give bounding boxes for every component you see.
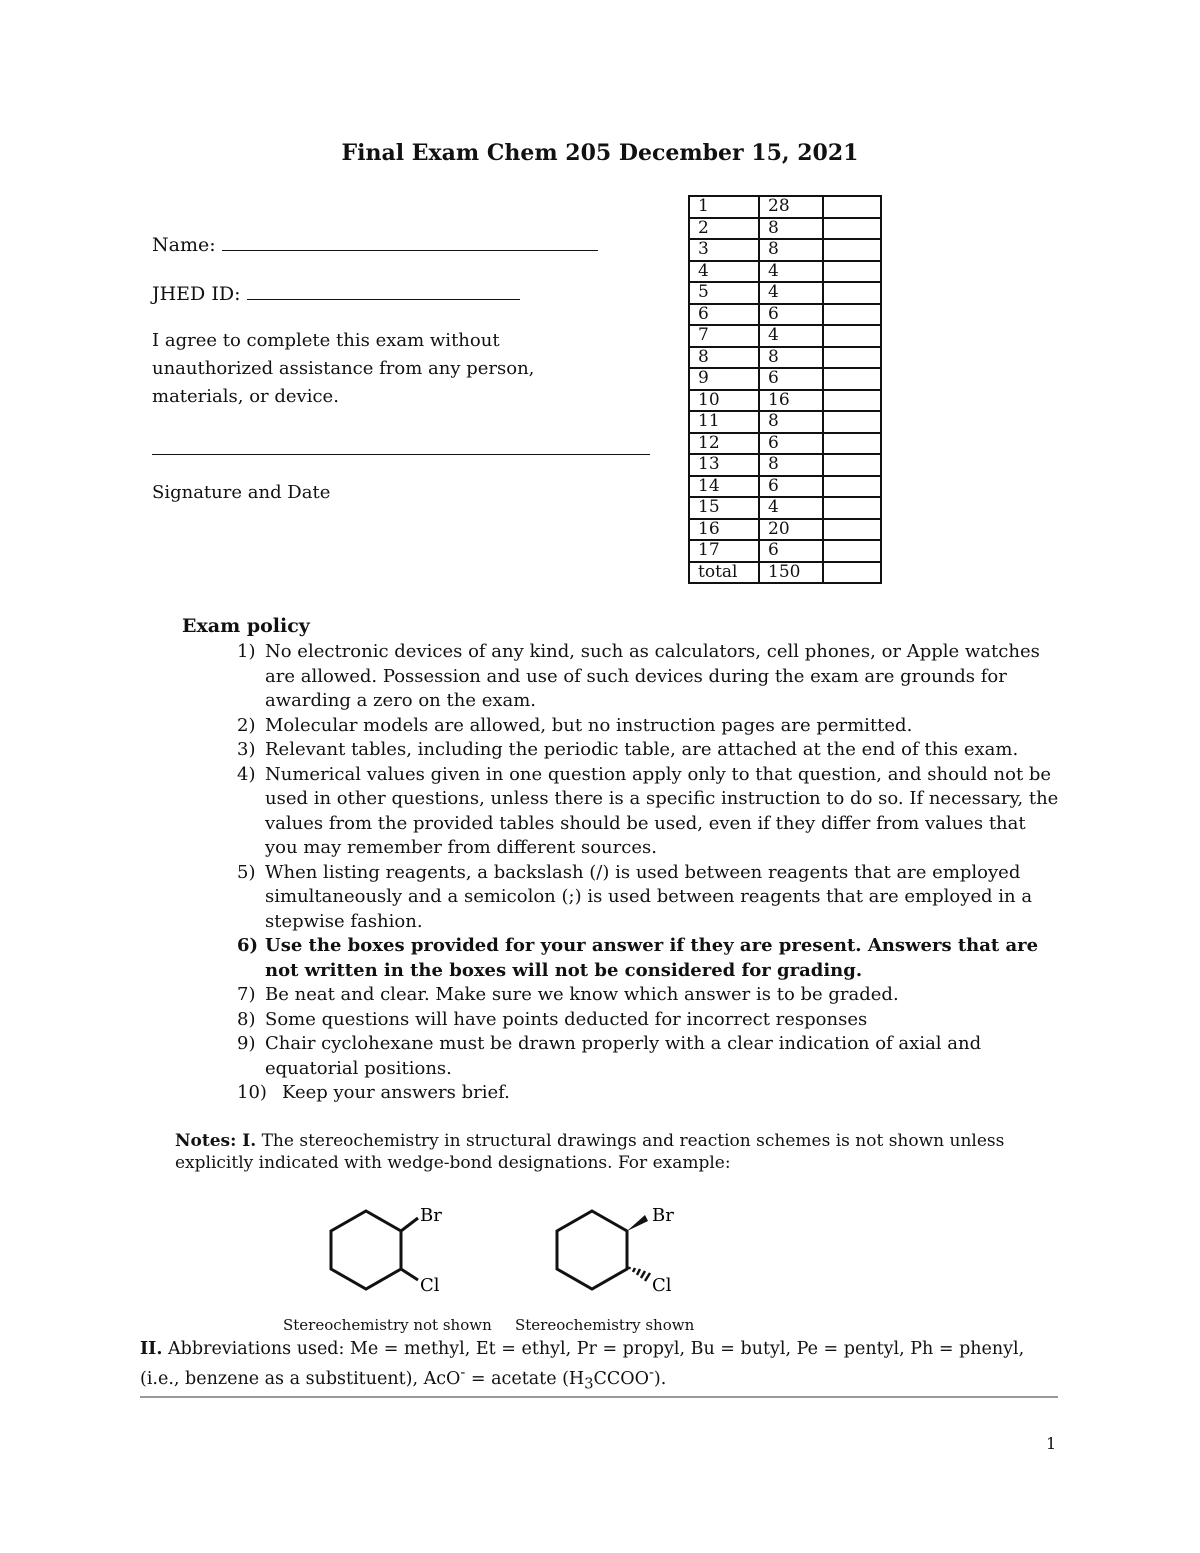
- score-row: [689, 497, 881, 519]
- question-number: 1: [689, 196, 759, 218]
- score-entry-cell[interactable]: [823, 261, 881, 283]
- score-entry-cell[interactable]: [823, 347, 881, 369]
- score-entry-cell[interactable]: [823, 519, 881, 541]
- score-row: [689, 218, 881, 240]
- abbreviations-paragraph: II. Abbreviations used: Me = methyl, Et = ethyl, Pr = propyl, Bu = butyl, Pe = pentyl, Ph = phenyl, (i.e., benzene as a substituent), AcO- = acetate $(H_3CCOO^-)$.: [140, 1339, 1025, 1393]
- cl-label: Cl: [652, 1275, 672, 1296]
- question-number: 3: [689, 239, 759, 261]
- caption-left: Stereochemistry not shown: [283, 1316, 492, 1334]
- score-entry-cell[interactable]: [823, 196, 881, 218]
- molecule-figure: [300, 1190, 720, 1310]
- question-number: 6: [689, 304, 759, 326]
- question-points: 6: [759, 540, 823, 562]
- score-row: [689, 282, 881, 304]
- agreement-line: unauthorized assistance from any person,: [152, 358, 535, 379]
- score-row: [689, 239, 881, 261]
- hash-bond: [629, 1267, 650, 1281]
- score-entry-cell[interactable]: [823, 325, 881, 347]
- score-row: [689, 390, 881, 412]
- question-points: 16: [759, 390, 823, 412]
- footer-rule: [140, 1396, 1058, 1398]
- policy-item: 2) Molecular models are allowed, but no instruction pages are permitted.: [237, 714, 913, 736]
- policy-item: 8) Some questions will have points deducted for incorrect responses: [237, 1008, 868, 1030]
- policy-item: 1) No electronic devices of any kind, such as calculators, cell phones, or Apple watches are allowed. Possession and use of such devices during the exam are grounds for awarding a zero on the exam.: [237, 641, 1040, 711]
- question-points: 28: [759, 196, 823, 218]
- abbr-label: II.: [140, 1339, 163, 1359]
- notes-paragraph: [175, 1130, 1020, 1174]
- question-points: 8: [759, 239, 823, 261]
- question-number: total: [689, 562, 759, 584]
- policy-item: 4) Numerical values given in one question apply only to that question, and should not be used in other questions, unless there is a specific instruction to do so. If necessary, the values from the provided tables should be used, even if they differ from values that you may remember from different sources.: [237, 763, 1059, 858]
- question-points: 8: [759, 454, 823, 476]
- question-points: 6: [759, 476, 823, 498]
- jhed-field: [152, 281, 520, 305]
- cyclohexane-ring: [331, 1211, 401, 1289]
- agreement-text: [152, 327, 534, 411]
- score-entry-cell[interactable]: [823, 562, 881, 584]
- jhed-input-line[interactable]: [247, 281, 520, 300]
- page-number: 1: [1046, 1434, 1057, 1453]
- question-points: 150: [759, 562, 823, 584]
- score-row: [689, 540, 881, 562]
- score-entry-cell[interactable]: [823, 433, 881, 455]
- policy-item-bold: 6) Use the boxes provided for your answer if they are present. Answers that are not written in the boxes will not be considered for grading.: [237, 935, 1039, 981]
- question-number: 14: [689, 476, 759, 498]
- question-number: 9: [689, 368, 759, 390]
- score-row: [689, 325, 881, 347]
- score-entry-cell[interactable]: [823, 476, 881, 498]
- cl-label: Cl: [420, 1275, 440, 1296]
- score-row: [689, 196, 881, 218]
- score-row: [689, 347, 881, 369]
- br-label: Br: [652, 1205, 674, 1226]
- signature-line[interactable]: [152, 454, 650, 455]
- br-label: Br: [420, 1205, 442, 1226]
- question-points: 8: [759, 347, 823, 369]
- score-row: [689, 411, 881, 433]
- score-entry-cell[interactable]: [823, 368, 881, 390]
- question-number: 4: [689, 261, 759, 283]
- name-input-line[interactable]: [222, 232, 598, 251]
- policy-title: Exam policy: [182, 615, 310, 637]
- agreement-line: I agree to complete this exam without: [152, 330, 500, 351]
- page-title: Final Exam Chem 205 December 15, 2021: [341, 140, 859, 166]
- jhed-label: JHED ID:: [152, 283, 241, 305]
- molecule-no-stereo: [331, 1211, 418, 1289]
- score-entry-cell[interactable]: [823, 497, 881, 519]
- question-number: 8: [689, 347, 759, 369]
- score-entry-cell[interactable]: [823, 411, 881, 433]
- policy-item: 9) Chair cyclohexane must be drawn properly with a clear indication of axial and equatorial positions.: [237, 1033, 982, 1079]
- score-entry-cell[interactable]: [823, 540, 881, 562]
- cl-bond: [401, 1269, 418, 1280]
- score-row: [689, 476, 881, 498]
- score-row: [689, 562, 881, 584]
- question-number: 10: [689, 390, 759, 412]
- caption-right: Stereochemistry shown: [515, 1316, 695, 1334]
- question-number: 11: [689, 411, 759, 433]
- policy-item: 10) Keep your answers brief.: [237, 1082, 510, 1103]
- signature-label: Signature and Date: [152, 482, 331, 503]
- score-row: [689, 519, 881, 541]
- policy-item: 5) When listing reagents, a backslash (/) is used between reagents that are employed simultaneously and a semicolon (;) is used between reagents that are employed in a stepwise fashion.: [237, 861, 1033, 932]
- question-number: 5: [689, 282, 759, 304]
- score-table: [688, 195, 882, 584]
- policy-item: 7) Be neat and clear. Make sure we know which answer is to be graded.: [237, 984, 899, 1005]
- score-row: [689, 368, 881, 390]
- question-points: 4: [759, 282, 823, 304]
- question-points: 8: [759, 411, 823, 433]
- question-number: 16: [689, 519, 759, 541]
- question-number: 12: [689, 433, 759, 455]
- question-number: 13: [689, 454, 759, 476]
- policy-item: 3) Relevant tables, including the periodic table, are attached at the end of this exam.: [237, 739, 1019, 760]
- score-row: [689, 433, 881, 455]
- question-points: 6: [759, 304, 823, 326]
- question-points: 4: [759, 325, 823, 347]
- name-label: Name:: [152, 234, 216, 256]
- score-entry-cell[interactable]: [823, 239, 881, 261]
- score-entry-cell[interactable]: [823, 282, 881, 304]
- notes-label: Notes: I.: [175, 1131, 257, 1151]
- question-points: 6: [759, 433, 823, 455]
- question-points: 4: [759, 497, 823, 519]
- question-number: 17: [689, 540, 759, 562]
- policy-list: [237, 640, 1062, 1106]
- question-number: 7: [689, 325, 759, 347]
- score-entry-cell[interactable]: [823, 218, 881, 240]
- score-row: [689, 304, 881, 326]
- br-bond: [401, 1218, 418, 1231]
- agreement-line: materials, or device.: [152, 386, 339, 407]
- question-points: 4: [759, 261, 823, 283]
- score-row: [689, 261, 881, 283]
- score-entry-cell[interactable]: [823, 390, 881, 412]
- wedge-bond: [627, 1215, 648, 1231]
- question-points: 6: [759, 368, 823, 390]
- question-number: 2: [689, 218, 759, 240]
- score-entry-cell[interactable]: [823, 454, 881, 476]
- molecule-stereo: [557, 1211, 627, 1289]
- cyclohexane-ring: [557, 1211, 627, 1289]
- score-row: [689, 454, 881, 476]
- name-field: [152, 232, 598, 256]
- question-points: 20: [759, 519, 823, 541]
- score-entry-cell[interactable]: [823, 304, 881, 326]
- notes-text: The stereochemistry in structural drawings and reaction schemes is not shown unless explicitly indicated with wedge-bond designations. For example:: [175, 1131, 1005, 1173]
- question-number: 15: [689, 497, 759, 519]
- question-points: 8: [759, 218, 823, 240]
